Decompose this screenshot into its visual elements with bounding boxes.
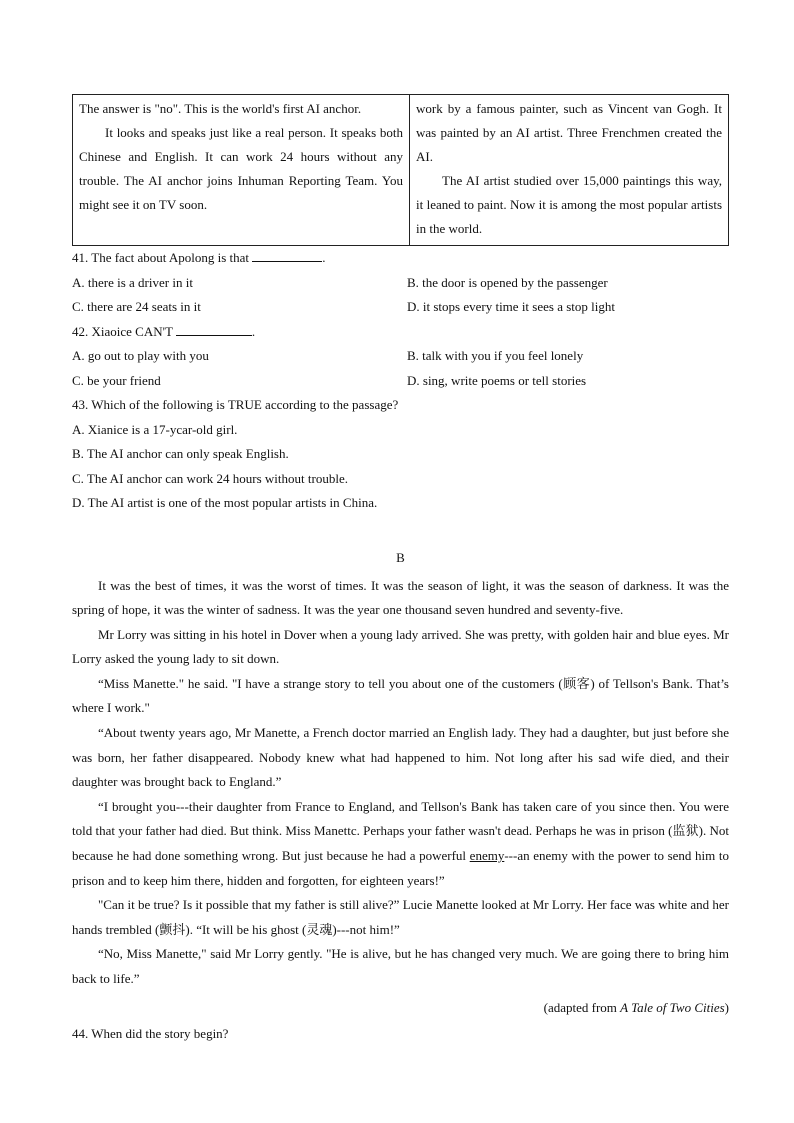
question-42 bbox=[72, 320, 729, 394]
question-43 bbox=[72, 393, 729, 516]
paragraph-text: ---an enemy with the power to send him to prison and to keep him there, hidden and forgotten, for eighteen years!” bbox=[72, 848, 730, 888]
citation-prefix: (adapted from bbox=[543, 999, 621, 1015]
option: A. Xianice is a 17-ycar-old girl. bbox=[72, 421, 238, 437]
question-stem: 41. The fact about Apolong is that bbox=[72, 250, 250, 265]
option: D. sing, write poems or tell stories bbox=[407, 372, 587, 388]
passage-paragraph bbox=[72, 795, 729, 893]
passage-table bbox=[72, 94, 729, 246]
option: C. The AI anchor can work 24 hours without trouble. bbox=[72, 470, 348, 486]
question-41 bbox=[72, 246, 729, 320]
passage-paragraph: “About twenty years ago, Mr Manette, a French doctor married an English lady. They had a daughter, but just before she was born, her father disappeared. Nobody knew what had happened to him. Not long after his sad wife died, and their daughter was brought back to England.” bbox=[72, 725, 729, 790]
paragraph-text: “I brought you---their daughter from France to England, and Tellson's Bank has taken care of you since then. You were told that your father had died. But think. Miss Manettc. Perhaps your father wasn't dead. Perhaps he was in prison (监狱). Not because he had done something wrong. But just because he had a powerful bbox=[72, 798, 729, 864]
option: D. The AI artist is one of the most popular artists in China. bbox=[72, 495, 378, 510]
source-citation bbox=[72, 996, 729, 1020]
table-cell-right bbox=[410, 95, 729, 246]
passage-paragraph: “No, Miss Manette," said Mr Lorry gently. "He is alive, but he has changed very much. We are going there to bring him back to life.” bbox=[72, 946, 729, 986]
passage-paragraph: It was the best of times, it was the worst of times. It was the season of light, it was the season of darkness. It was the spring of hope, it was the winter of sadness. It was the year one thousand seven hundred and seventy-five. bbox=[72, 577, 729, 618]
table-text: The answer is "no". This is the world's first AI anchor. bbox=[79, 101, 362, 116]
table-text: The AI artist studied over 15,000 paintings this way, it leaned to paint. Now it is among the most popular artists in the world. bbox=[416, 173, 722, 236]
table-cell-left bbox=[73, 95, 410, 246]
question-stem: 42. Xiaoice CAN'T bbox=[72, 323, 173, 339]
option: A. there is a driver in it bbox=[72, 274, 193, 290]
question-stem: 43. Which of the following is TRUE according to the passage? bbox=[72, 397, 399, 412]
table-text: work by a famous painter, such as Vincent van Gogh. It was painted by an AI artist. Three Frenchmen created the AI. bbox=[416, 101, 722, 164]
option: B. talk with you if you feel lonely bbox=[407, 348, 584, 363]
underlined-word: enemy bbox=[469, 848, 505, 864]
question-44: 44. When did the story begin? bbox=[72, 1025, 229, 1041]
option: A. go out to play with you bbox=[72, 348, 209, 363]
answer-blank[interactable] bbox=[176, 323, 252, 336]
passage-paragraph: "Can it be true? Is it possible that my father is still alive?” Lucie Manette looked at Mr Lorry. Her face was white and her hands trembled (颤抖). “It will be his ghost (灵魂)---not him!” bbox=[72, 897, 729, 937]
question-end: . bbox=[251, 323, 256, 339]
passage-paragraph: Mr Lorry was sitting in his hotel in Dover when a young lady arrived. She was pretty, with golden hair and blue eyes. Mr Lorry asked the young lady to sit down. bbox=[72, 626, 729, 667]
citation-suffix: ) bbox=[724, 999, 729, 1015]
passage-b bbox=[72, 574, 729, 1020]
table-text: It looks and speaks just like a real person. It speaks both Chinese and English. It can work 24 hours without any trouble. The AI anchor joins Inhuman Reporting Team. You might see it on TV soon. bbox=[79, 125, 403, 212]
section-heading: B bbox=[396, 549, 405, 565]
option: C. be your friend bbox=[72, 372, 161, 388]
question-end: . bbox=[322, 250, 326, 265]
option: C. there are 24 seats in it bbox=[72, 299, 201, 314]
option: D. it stops every time it sees a stop light bbox=[407, 299, 615, 314]
option: B. the door is opened by the passenger bbox=[407, 274, 608, 290]
book-title: A Tale of Two Cities bbox=[620, 999, 725, 1015]
exam-page bbox=[72, 94, 729, 1046]
option: B. The AI anchor can only speak English. bbox=[72, 446, 289, 461]
answer-blank[interactable] bbox=[252, 249, 322, 262]
passage-paragraph: “Miss Manette." he said. "I have a strange story to tell you about one of the customers (顾客) of Tellson's Bank. That’s where I work." bbox=[72, 675, 729, 716]
